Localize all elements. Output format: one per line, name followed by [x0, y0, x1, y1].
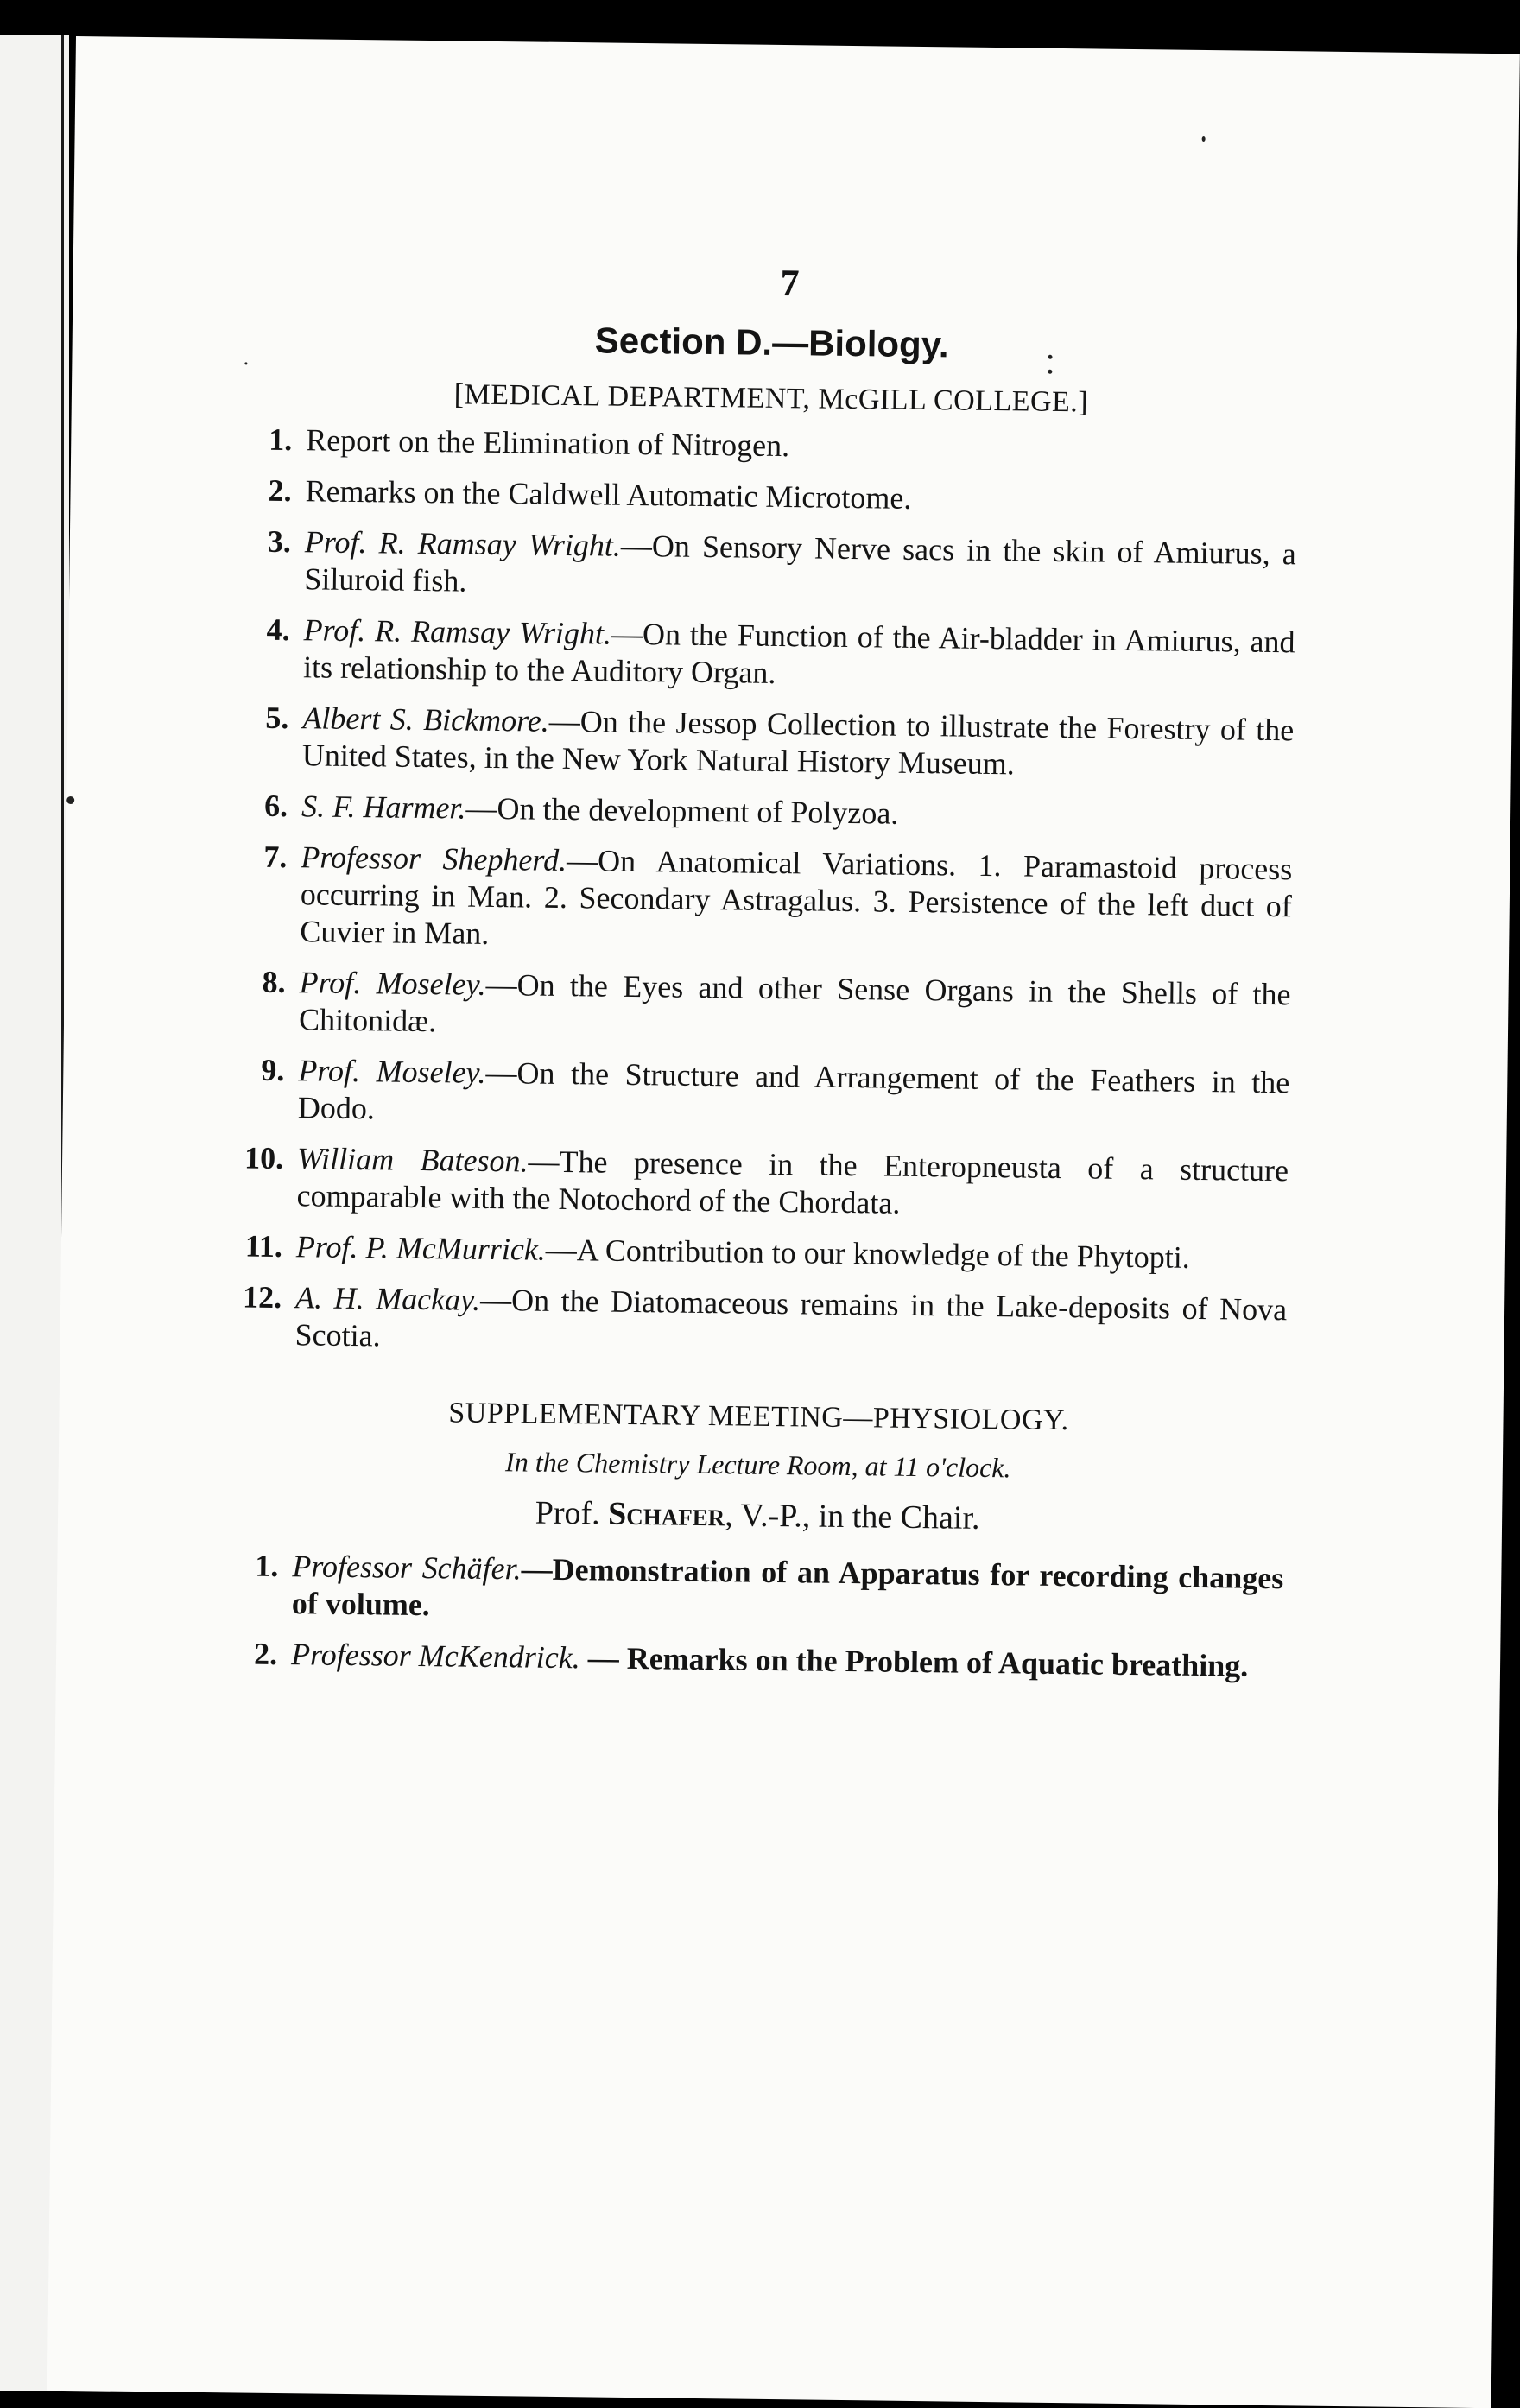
item-title: —The presence in the Enteropneusta of a structure comparable with the Notochord of the Chordata. [296, 1144, 1289, 1220]
item-title: —On the Function of the Air-bladder in Amiurus, and its relationship to the Auditory Organ. [303, 617, 1295, 690]
item-number: 7. [238, 838, 288, 876]
item-number: 1. [244, 421, 293, 459]
item-number: 1. [230, 1547, 279, 1585]
item-author: S. F. Harmer. [301, 789, 466, 825]
list-item [229, 1635, 1282, 1685]
item-author: Prof. P. McMurrick. [296, 1229, 546, 1267]
list-item [237, 963, 1291, 1050]
page-number: 7 [245, 254, 1300, 311]
item-author: Professor McKendrick. [291, 1637, 580, 1675]
item-number: 12. [233, 1278, 282, 1316]
item-title: —On the development of Polyzoa. [466, 791, 898, 831]
item-title: —On the Diatomaceous remains in the Lake-deposits of Nova Scotia. [294, 1283, 1287, 1353]
item-number: 6. [239, 787, 288, 825]
item-author: Albert S. Bickmore. [302, 700, 549, 738]
item-number: 2. [229, 1635, 278, 1673]
list-item [239, 787, 1293, 837]
item-title: —On the Jessop Collection to illustrate the Forestry of the United States, in the New York Natural History Museum. [302, 704, 1295, 782]
list-item [244, 421, 1297, 471]
chair-suffix: , V.-P., in the Chair. [725, 1497, 980, 1537]
list-item [241, 611, 1295, 698]
item-author: Prof. Moseley. [298, 1053, 486, 1090]
list-item [243, 472, 1296, 522]
item-author: Prof. Moseley. [299, 965, 485, 1002]
item-author: Professor Shepherd. [301, 840, 567, 878]
item-title: Remarks on the Caldwell Automatic Microtome. [305, 473, 911, 516]
item-number: 4. [241, 611, 290, 649]
scan-specks [76, 36, 1520, 54]
list-item [242, 523, 1296, 610]
item-author: Prof. R. Ramsay Wright. [305, 524, 621, 562]
item-author: Prof. R. Ramsay Wright. [303, 612, 611, 650]
item-number: 3. [243, 523, 292, 561]
item-number: 10. [235, 1139, 284, 1177]
item-author: A. H. Mackay. [295, 1280, 480, 1317]
item-title: —On Sensory Nerve sacs in the skin of Amiurus, a Siluroid fish. [304, 529, 1296, 599]
supplementary-chair [231, 1490, 1284, 1541]
item-number: 8. [237, 963, 286, 1001]
department-heading: [MEDICAL DEPARTMENT, McGILL COLLEGE.] [244, 376, 1298, 421]
list-item [236, 1051, 1290, 1138]
item-title: —Demonstration of an Apparatus for recording changes of volume. [292, 1551, 1284, 1622]
chair-name: Schafer [608, 1496, 725, 1534]
item-title: — Remarks on the Problem of Aquatic breathing. [580, 1640, 1248, 1682]
item-title: Report on the Elimination of Nitrogen. [306, 422, 789, 463]
supplementary-list [229, 1547, 1284, 1685]
item-number: 9. [236, 1051, 285, 1089]
list-item [238, 838, 1292, 962]
item-title: —A Contribution to our knowledge of the Phytopti. [546, 1233, 1190, 1275]
list-item [234, 1139, 1289, 1226]
list-item [232, 1278, 1287, 1366]
section-title: Section D.—Biology. [244, 315, 1298, 370]
item-author: William Bateson. [297, 1141, 529, 1178]
page-content [229, 254, 1300, 1699]
list-item [240, 699, 1295, 786]
supplementary-location: In the Chemistry Lecture Room, at 11 o'clock. [231, 1442, 1285, 1487]
item-author: Professor Schäfer. [292, 1549, 522, 1586]
paper-list [232, 421, 1297, 1366]
document-page [48, 36, 1520, 2408]
item-title: —On the Eyes and other Sense Organs in the Shells of the Chitonidæ. [299, 967, 1291, 1038]
item-title: —On the Structure and Arrangement of the Feathers in the Dodo. [298, 1055, 1290, 1125]
list-item [230, 1547, 1284, 1634]
chair-prefix: Prof. [535, 1495, 599, 1532]
item-number: 5. [240, 699, 289, 737]
item-title: —On Anatomical Variations. 1. Paramastoid process occurring in Man. 2. Secondary Astragalus. 3. Persistence of the left duct of Cuvier in Man. [300, 843, 1292, 951]
item-number: 2. [243, 472, 292, 510]
supplementary-heading: SUPPLEMENTARY MEETING—PHYSIOLOGY. [231, 1394, 1285, 1440]
list-item [234, 1227, 1288, 1277]
item-number: 11. [234, 1227, 283, 1265]
